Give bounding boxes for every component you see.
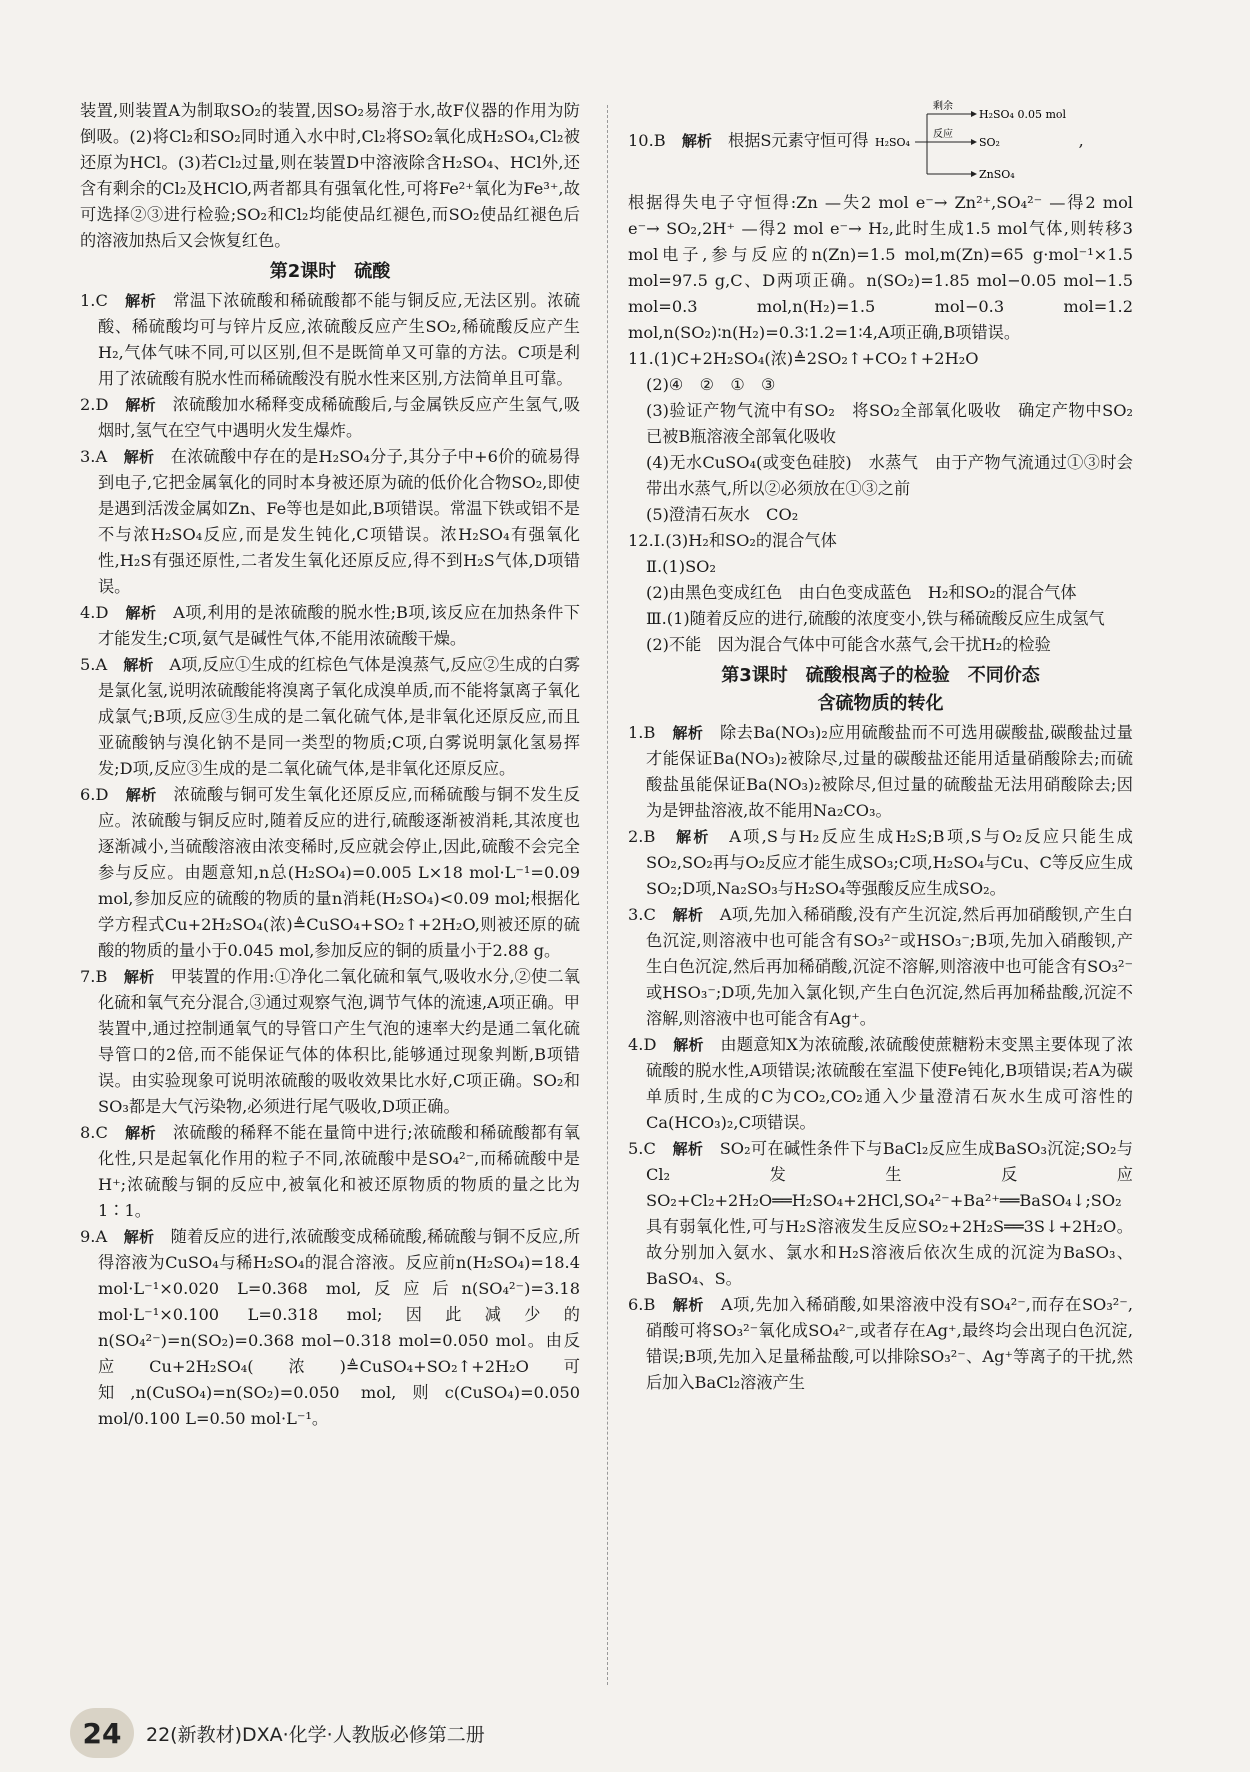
answer-number: 3.A — [80, 447, 108, 466]
diagram-label-remaining: 剩余 — [932, 101, 953, 112]
answer-number: 6.B — [628, 1295, 656, 1314]
answer-number: 1.C — [80, 291, 108, 310]
answer-11-line: (3)验证产物气流中有SO₂ 将SO₂全部氧化吸收 确定产物中SO₂已被B瓶溶液全部氧化吸收 — [646, 401, 1133, 446]
answer-10-head — [628, 98, 869, 154]
answer-text: A项,先加入稀硝酸,如果溶液中没有SO₄²⁻,而存在SO₃²⁻,硝酸可将SO₃²⁻氧化成SO₄²⁻,或者存在Ag⁺,最终均会出现白色沉淀,错误;B项,先加入足量稀盐酸,可以排除SO₃²⁻、Ag⁺等离子的干扰,然后加入BaCl₂溶液产生 — [646, 1295, 1133, 1392]
analysis-keyword: 解析 — [123, 448, 155, 466]
section-title-lesson-3 — [628, 662, 1133, 718]
answer-text: 在浓硫酸中存在的是H₂SO₄分子,其分子中+6价的硫易得到电子,它把金属氧化的同时本身被还原为硫的低价化合物SO₂,即使是遇到活泼金属如Zn、Fe等也是如此,B项错误。常温下铁或铝不是不与浓H₂SO₄反应,而是发生钝化,C项错误。浓H₂SO₄有强氧化性,H₂S有强还原性,二者发生氧化还原反应,得不到H₂S气体,D项错误。 — [98, 447, 580, 596]
answer-item — [628, 1032, 1133, 1136]
diagram-top-product: H₂SO₄ 0.05 mol — [978, 108, 1066, 121]
answer-text: 除去Ba(NO₃)₂应用硫酸盐而不可选用碳酸盐,碳酸盐过量才能保证Ba(NO₃)₂被除尽,过量的碳酸盐还能用适量硝酸除去;而硫酸盐虽能保证Ba(NO₃)₂被除尽,但过量的硫酸盐无法用硝酸除去;因为是钾盐溶液,故不能用Na₂CO₃。 — [646, 723, 1133, 820]
diagram-source: H₂SO₄ — [874, 136, 910, 149]
answer-text: 浓硫酸的稀释不能在量筒中进行;浓硫酸和稀硫酸都有氧化性,只是起氧化作用的粒子不同,浓硫酸中是SO₄²⁻,而稀硫酸中是H⁺;浓硫酸与铜的反应中,被氧化和被还原物质的物质的量之比为1∶1。 — [98, 1123, 580, 1220]
answer-text: 由题意知X为浓硫酸,浓硫酸使蔗糖粉末变黑主要体现了浓硫酸的脱水性,A项错误;浓硫酸在室温下使Fe钝化,B项错误;若A为碳单质时,生成的C为CO₂,CO₂通入少量澄清石灰水生成可溶性的Ca(HCO₃)₂,C项错误。 — [646, 1035, 1134, 1132]
answer-text: 浓硫酸与铜可发生氧化还原反应,而稀硫酸与铜不发生反应。浓硫酸与铜反应时,随着反应的进行,硫酸逐渐被消耗,其浓度也逐渐减小,当硫酸溶液由浓变稀时,反应就会停止,因此,硫酸不会完全参与反应。由题意知,n总(H₂SO₄)=0.005 L×18 mol·L⁻¹=0.09 mol,参加反应的硫酸的物质的量n消耗(H₂SO₄)<0.09 mol;根据化学方程式Cu+2H₂SO₄(浓)≜CuSO₄+SO₂↑+2H₂O,则被还原的硫酸的物质的量小于0.045 mol,参加反应的铜的质量小于2.88 g。 — [98, 785, 580, 960]
analysis-keyword: 解析 — [125, 1124, 157, 1142]
answer-lead: 根据S元素守恒可得 — [728, 131, 869, 150]
analysis-keyword: 解析 — [125, 604, 157, 622]
analysis-keyword: 解析 — [125, 396, 157, 414]
answer-number: 2.B — [628, 827, 656, 846]
answer-number: 4.D — [628, 1035, 657, 1054]
book-title: 22(新教材)DXA·化学·人教版必修第二册 — [146, 1723, 485, 1746]
answer-11-line: 11.(1)C+2H₂SO₄(浓)≜2SO₂↑+CO₂↑+2H₂O — [628, 349, 979, 368]
answer-12-line: (2)由黑色变成红色 由白色变成蓝色 H₂和SO₂的混合气体 — [646, 583, 1077, 602]
answer-item — [628, 824, 1133, 902]
diagram-label-reacted: 反应 — [932, 129, 953, 140]
answer-11-line: (2)④ ② ① ③ — [646, 375, 776, 394]
sulfur-conservation-diagram — [875, 98, 1075, 190]
answer-text: 随着反应的进行,浓硫酸变成稀硫酸,稀硫酸与铜不反应,所得溶液为CuSO₄与稀H₂SO₄的混合溶液。反应前n(H₂SO₄)=18.4 mol·L⁻¹×0.020 L=0.368 mol,反应后n(SO₄²⁻)=3.18 mol·L⁻¹×0.100 L=0.318 mol;因此减少的n(SO₄²⁻)=n(SO₂)=0.368 mol−0.318 mol=0.050 mol。由反应Cu+2H₂SO₄(浓)≜CuSO₄+SO₂↑+2H₂O可知,n(CuSO₄)=n(SO₂)=0.050 mol,则c(CuSO₄)=0.050 mol/0.100 L=0.50 mol·L⁻¹。 — [98, 1227, 580, 1428]
answer-11-line: (5)澄清石灰水 CO₂ — [646, 505, 799, 524]
answer-item — [80, 288, 580, 392]
answer-10-text: 根据得失电子守恒得:Zn —失2 mol e⁻→ Zn²⁺,SO₄²⁻ —得2 mol e⁻→ SO₂,2H⁺ —得2 mol e⁻→ H₂,此时生成1.5 mol气体,则转移3 mol电子,参与反应的n(Zn)=1.5 mol,m(Zn)=65 g·mol⁻¹×1.5 mol=97.5 g,C、D两项正确。n(SO₂)=1.85 mol−0.05 mol−1.5 mol=0.3 mol,n(H₂)=1.5 mol−0.3 mol=1.2 mol,n(SO₂)∶n(H₂)=0.3∶1.2=1∶4,A项正确,B项错误。 — [628, 193, 1133, 342]
answer-text: 常温下浓硫酸和稀硫酸都不能与铜反应,无法区别。浓硫酸、稀硫酸均可与锌片反应,浓硫酸反应产生SO₂,稀硫酸反应产生H₂,气体气味不同,可以区别,但不是既简单又可靠的方法。C项是利用了浓硫酸有脱水性而稀硫酸没有脱水性来区别,方法简单且可靠。 — [98, 291, 581, 388]
diagram-comma: , — [1078, 131, 1084, 150]
section-title-line-2: 含硫物质的转化 — [817, 693, 944, 714]
answer-item — [628, 902, 1133, 1032]
analysis-keyword: 解析 — [125, 292, 157, 310]
analysis-keyword: 解析 — [672, 1296, 704, 1314]
right-column — [628, 98, 1133, 1396]
analysis-keyword: 解析 — [672, 724, 704, 742]
answer-12-line: (2)不能 因为混合气体中可能含水蒸气,会干扰H₂的检验 — [646, 635, 1051, 654]
answer-number: 8.C — [80, 1123, 108, 1142]
analysis-keyword: 解析 — [123, 656, 154, 674]
page-number-badge: 24 — [70, 1708, 134, 1758]
answer-text: A项,反应①生成的红棕色气体是溴蒸气,反应②生成的白雾是氯化氢,说明浓硫酸能将溴离子氧化成溴单质,而不能将氯离子氧化成氯气;B项,反应③生成的是二氧化硫气体,是非氧化还原反应,而且亚硫酸钠与溴化钠不是同一类型的物质;C项,白雾说明氯化氢易挥发;D项,反应③生成的是二氧化硫气体,是非氧化还原反应。 — [98, 655, 581, 778]
answer-number: 10.B — [628, 131, 666, 150]
answer-text: A项,先加入稀硝酸,没有产生沉淀,然后再加硝酸钡,产生白色沉淀,则溶液中也可能含有SO₃²⁻或HSO₃⁻;B项,先加入硝酸钡,产生白色沉淀,然后再加稀硝酸,沉淀不溶解,则溶液中也可能含有SO₃²⁻或HSO₃⁻;D项,先加入氯化钡,产生白色沉淀,然后再加稀盐酸,沉淀不溶解,则溶液中也可能含有Ag⁺。 — [646, 905, 1133, 1028]
section-title-lesson-2: 第2课时 硫酸 — [269, 261, 391, 282]
answer-number: 6.D — [80, 785, 109, 804]
answer-12-line: 12.Ⅰ.(3)H₂和SO₂的混合气体 — [628, 531, 837, 550]
answer-number: 3.C — [628, 905, 656, 924]
answer-item — [80, 600, 580, 652]
diagram-bottom-product: ZnSO₄ — [978, 168, 1015, 181]
column-divider — [607, 105, 608, 1685]
answer-item — [80, 652, 580, 782]
answer-number: 5.A — [80, 655, 108, 674]
analysis-keyword: 解析 — [672, 906, 704, 924]
answer-item — [80, 392, 580, 444]
answer-number: 9.A — [80, 1227, 108, 1246]
answer-text: 甲装置的作用:①净化二氧化硫和氧气,吸收水分,②使二氧化硫和氧气充分混合,③通过观察气泡,调节气体的流速,A项正确。甲装置中,通过控制通氧气的导管口产生气泡的速率大约是通二氧化硫导管口的2倍,而不能保证气体的体积比,能够通过现象判断,B项错误。由实验现象可说明浓硫酸的吸收效果比水好,C项正确。SO₂和SO₃都是大气污染物,必须进行尾气吸收,D项正确。 — [98, 967, 580, 1116]
section-title-line-1: 第3课时 硫酸根离子的检验 不同价态 — [721, 665, 1040, 686]
answer-text: A项,S与H₂反应生成H₂S;B项,S与O₂反应只能生成SO₂,SO₂再与O₂反应才能生成SO₃;C项,H₂SO₄与Cu、C等反应生成SO₂;D项,Na₂SO₃与H₂SO₄等强酸反应生成SO₂。 — [646, 827, 1133, 898]
analysis-keyword: 解析 — [676, 828, 711, 846]
answer-12-line: Ⅱ.(1)SO₂ — [646, 557, 716, 576]
answer-item — [80, 964, 580, 1120]
analysis-keyword: 解析 — [681, 132, 712, 150]
intro-paragraph: 装置,则装置A为制取SO₂的装置,因SO₂易溶于水,故F仪器的作用为防倒吸。(2)将Cl₂和SO₂同时通入水中时,Cl₂将SO₂氧化成H₂SO₄,Cl₂被还原为HCl。(3)若Cl₂过量,则在装置D中溶液除含H₂SO₄、HCl外,还含有剩余的Cl₂及HClO,两者都具有强氧化性,可将Fe²⁺氧化为Fe³⁺,故可选择②③进行检验;SO₂和Cl₂均能使品红褪色,而SO₂使品红褪色后的溶液加热后又会恢复红色。 — [80, 101, 580, 250]
answer-number: 2.D — [80, 395, 109, 414]
answer-number: 7.B — [80, 967, 108, 986]
diagram-mid-product: SO₂ — [978, 136, 1000, 149]
answer-item — [628, 1136, 1133, 1292]
answer-item — [80, 444, 580, 600]
answer-item — [628, 1292, 1133, 1396]
answer-text: SO₂可在碱性条件下与BaCl₂反应生成BaSO₃沉淀;SO₂与Cl₂发生反应SO₂+Cl₂+2H₂O══H₂SO₄+2HCl,SO₄²⁻+Ba²⁺══BaSO₄↓;SO₂具有弱氧化性,可与H₂S溶液发生反应SO₂+2H₂S══3S↓+2H₂O。故分别加入氨水、氯水和H₂S溶液后依次生成的沉淀为BaSO₃、BaSO₄、S。 — [646, 1139, 1133, 1288]
answer-number: 5.C — [628, 1139, 656, 1158]
answer-item — [80, 1224, 580, 1432]
answer-item-10 — [628, 98, 1133, 190]
answer-text: 浓硫酸加水稀释变成稀硫酸后,与金属铁反应产生氢气,吸烟时,氢气在空气中遇明火发生爆炸。 — [98, 395, 581, 440]
analysis-keyword: 解析 — [672, 1140, 704, 1158]
answer-item — [80, 782, 580, 964]
analysis-keyword: 解析 — [123, 968, 155, 986]
answer-item — [80, 1120, 580, 1224]
page-footer — [70, 1708, 485, 1758]
analysis-keyword: 解析 — [673, 1036, 704, 1054]
analysis-keyword: 解析 — [123, 1228, 155, 1246]
answer-number: 1.B — [628, 723, 656, 742]
answer-number: 4.D — [80, 603, 109, 622]
analysis-keyword: 解析 — [125, 786, 157, 804]
left-column — [80, 98, 580, 1432]
answer-11-line: (4)无水CuSO₄(或变色硅胶) 水蒸气 由于产物气流通过①③时会带出水蒸气,所以②必须放在①③之前 — [646, 453, 1133, 498]
answer-item — [628, 720, 1133, 824]
answer-12-line: Ⅲ.(1)随着反应的进行,硫酸的浓度变小,铁与稀硫酸反应生成氢气 — [646, 609, 1105, 628]
answer-text: A项,利用的是浓硫酸的脱水性;B项,该反应在加热条件下才能发生;C项,氨气是碱性气体,不能用浓硫酸干燥。 — [98, 603, 580, 648]
